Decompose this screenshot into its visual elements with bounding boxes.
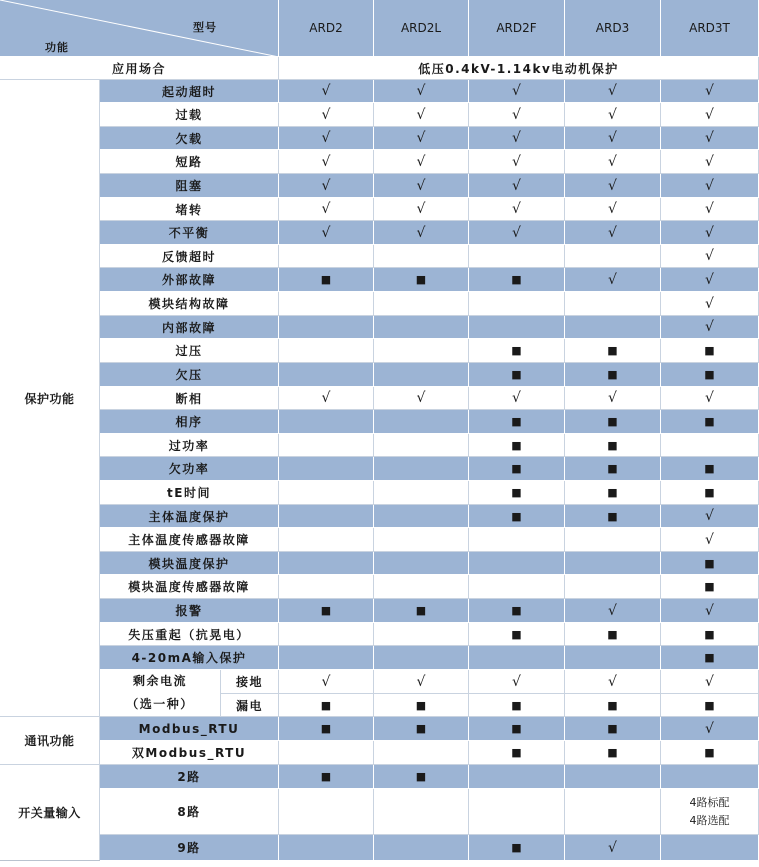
- row-14-value-ard3t: ■: [661, 410, 759, 434]
- row-24-value-ard2f: [469, 646, 565, 670]
- row-7-label: 反馈超时: [100, 245, 279, 268]
- row-29-value-ard3: [565, 765, 661, 789]
- row-29-value-ard2l: ■: [374, 765, 469, 789]
- row-0-value-ard3t: √: [661, 80, 759, 103]
- row-1-label: 过载: [100, 103, 279, 127]
- row-21-value-ard3t: ■: [661, 575, 759, 599]
- model-header-ard3: ARD3: [565, 0, 661, 57]
- row-28-value-ard3t: ■: [661, 741, 759, 765]
- row-27-label: Modbus_RTU: [100, 717, 279, 741]
- row-27-value-ard2f: ■: [469, 717, 565, 741]
- row-10-label: 内部故障: [100, 316, 279, 339]
- row-11-label: 过压: [100, 339, 279, 363]
- row-12-value-ard3t: ■: [661, 363, 759, 387]
- row-2-value-ard2l: √: [374, 127, 469, 150]
- row-28-label: 双Modbus_RTU: [100, 741, 279, 765]
- row-6-value-ard2f: √: [469, 221, 565, 245]
- row-4-value-ard2: √: [279, 174, 374, 198]
- row-17-value-ard2: [279, 481, 374, 505]
- row-17-value-ard3t: ■: [661, 481, 759, 505]
- row-25-value-ard2: √: [279, 670, 374, 694]
- row-10-value-ard2f: [469, 316, 565, 339]
- row-20-value-ard3t: ■: [661, 552, 759, 575]
- row-25-value-ard2f: √: [469, 670, 565, 694]
- row-17-value-ard2f: ■: [469, 481, 565, 505]
- corner-label-function: 功能: [45, 41, 69, 54]
- row-29-label: 2路: [100, 765, 279, 789]
- row-0-value-ard2: √: [279, 80, 374, 103]
- row-24-value-ard2l: [374, 646, 469, 670]
- row-17-label: tE时间: [100, 481, 279, 505]
- row-3-label: 短路: [100, 150, 279, 174]
- row-13-value-ard3t: √: [661, 387, 759, 410]
- row-22-value-ard2: ■: [279, 599, 374, 623]
- row-6-value-ard3t: √: [661, 221, 759, 245]
- row-5-value-ard2f: √: [469, 198, 565, 221]
- row-20-value-ard3: [565, 552, 661, 575]
- residual-current-label: [100, 670, 221, 717]
- group-protection: 保护功能: [0, 80, 100, 717]
- row-5-value-ard2l: √: [374, 198, 469, 221]
- row-18-value-ard2: [279, 505, 374, 528]
- row-27-value-ard2l: ■: [374, 717, 469, 741]
- row-17-value-ard3: ■: [565, 481, 661, 505]
- row-8-value-ard3t: √: [661, 268, 759, 292]
- row-4-value-ard3: √: [565, 174, 661, 198]
- row-15-value-ard2l: [374, 434, 469, 457]
- switch-8-optional-note: 4路选配: [689, 813, 730, 827]
- row-9-value-ard3: [565, 292, 661, 316]
- row-13-value-ard2f: √: [469, 387, 565, 410]
- row-15-label: 过功率: [100, 434, 279, 457]
- row-14-value-ard2l: [374, 410, 469, 434]
- row-3-value-ard2l: √: [374, 150, 469, 174]
- row-3-value-ard3: √: [565, 150, 661, 174]
- row-9-value-ard2: [279, 292, 374, 316]
- row-31-value-ard2f: ■: [469, 835, 565, 861]
- row-9-value-ard2f: [469, 292, 565, 316]
- row-27-value-ard3: ■: [565, 717, 661, 741]
- row-14-value-ard2: [279, 410, 374, 434]
- row-20-value-ard2: [279, 552, 374, 575]
- row-22-value-ard3t: √: [661, 599, 759, 623]
- row-26-value-ard3: ■: [565, 694, 661, 717]
- row-23-value-ard2l: [374, 623, 469, 646]
- row-18-value-ard3t: √: [661, 505, 759, 528]
- row-16-label: 欠功率: [100, 457, 279, 481]
- row-28-value-ard2l: [374, 741, 469, 765]
- row-27-value-ard3t: √: [661, 717, 759, 741]
- row-30-label: 8路: [100, 789, 279, 835]
- model-header-ard3t: ARD3T: [661, 0, 759, 57]
- row-3-value-ard2: √: [279, 150, 374, 174]
- row-31-value-ard3t: [661, 835, 759, 861]
- row-15-value-ard2: [279, 434, 374, 457]
- row-16-value-ard3: ■: [565, 457, 661, 481]
- row-30-value-ard2f: [469, 789, 565, 835]
- row-21-value-ard3: [565, 575, 661, 599]
- row-16-value-ard2l: [374, 457, 469, 481]
- row-16-value-ard2f: ■: [469, 457, 565, 481]
- row-19-value-ard3: [565, 528, 661, 552]
- row-21-value-ard2l: [374, 575, 469, 599]
- row-2-value-ard3t: √: [661, 127, 759, 150]
- row-15-value-ard3t: [661, 434, 759, 457]
- row-11-value-ard2: [279, 339, 374, 363]
- row-13-value-ard2: √: [279, 387, 374, 410]
- row-16-value-ard2: [279, 457, 374, 481]
- row-7-value-ard2: [279, 245, 374, 268]
- row-29-value-ard2f: [469, 765, 565, 789]
- row-25-value-ard3t: √: [661, 670, 759, 694]
- row-9-value-ard2l: [374, 292, 469, 316]
- row-24-value-ard3t: ■: [661, 646, 759, 670]
- row-20-label: 模块温度保护: [100, 552, 279, 575]
- row-10-value-ard3: [565, 316, 661, 339]
- row-7-value-ard3t: √: [661, 245, 759, 268]
- row-8-value-ard3: √: [565, 268, 661, 292]
- row-12-label: 欠压: [100, 363, 279, 387]
- row-24-value-ard3: [565, 646, 661, 670]
- row-11-value-ard2l: [374, 339, 469, 363]
- row-4-value-ard2f: √: [469, 174, 565, 198]
- row-26-label: 漏电: [221, 694, 279, 717]
- row-20-value-ard2l: [374, 552, 469, 575]
- row-30-value-ard2: [279, 789, 374, 835]
- row-6-value-ard2l: √: [374, 221, 469, 245]
- row-21-label: 模块温度传感器故障: [100, 575, 279, 599]
- row-1-value-ard3: √: [565, 103, 661, 127]
- group-switch-input: 开关量输入: [0, 765, 100, 861]
- row-7-value-ard2l: [374, 245, 469, 268]
- row-18-value-ard2l: [374, 505, 469, 528]
- row-2-label: 欠载: [100, 127, 279, 150]
- group-communication: 通讯功能: [0, 717, 100, 765]
- row-18-value-ard2f: ■: [469, 505, 565, 528]
- row-2-value-ard2f: √: [469, 127, 565, 150]
- row-8-value-ard2l: ■: [374, 268, 469, 292]
- row-6-value-ard3: √: [565, 221, 661, 245]
- row-3-value-ard3t: √: [661, 150, 759, 174]
- row-26-value-ard2: ■: [279, 694, 374, 717]
- row-4-value-ard2l: √: [374, 174, 469, 198]
- row-3-value-ard2f: √: [469, 150, 565, 174]
- row-26-value-ard2f: ■: [469, 694, 565, 717]
- row-28-value-ard3: ■: [565, 741, 661, 765]
- model-header-ard2: ARD2: [279, 0, 374, 57]
- row-10-value-ard3t: √: [661, 316, 759, 339]
- row-11-value-ard3t: ■: [661, 339, 759, 363]
- row-24-value-ard2: [279, 646, 374, 670]
- row-30-value-ard3: [565, 789, 661, 835]
- corner-label-model: 型号: [193, 21, 217, 34]
- row-11-value-ard2f: ■: [469, 339, 565, 363]
- row-0-value-ard2f: √: [469, 80, 565, 103]
- row-21-value-ard2: [279, 575, 374, 599]
- switch-8-standard-note: 4路标配: [689, 795, 730, 809]
- row-23-value-ard3: ■: [565, 623, 661, 646]
- residual-current-line1: 剩余电流: [132, 674, 187, 688]
- row-4-value-ard3t: √: [661, 174, 759, 198]
- row-23-value-ard3t: ■: [661, 623, 759, 646]
- row-13-value-ard3: √: [565, 387, 661, 410]
- row-14-value-ard2f: ■: [469, 410, 565, 434]
- row-31-label: 9路: [100, 835, 279, 861]
- residual-current-line2: （选一种）: [126, 697, 194, 711]
- row-25-label: 接地: [221, 670, 279, 694]
- row-25-value-ard2l: √: [374, 670, 469, 694]
- row-10-value-ard2l: [374, 316, 469, 339]
- row-24-label: 4-20mA输入保护: [100, 646, 279, 670]
- row-12-value-ard2f: ■: [469, 363, 565, 387]
- row-29-value-ard3t: [661, 765, 759, 789]
- row-2-value-ard3: √: [565, 127, 661, 150]
- row-25-value-ard3: √: [565, 670, 661, 694]
- row-19-label: 主体温度传感器故障: [100, 528, 279, 552]
- model-header-ard2l: ARD2L: [374, 0, 469, 57]
- row-20-value-ard2f: [469, 552, 565, 575]
- row-23-value-ard2: [279, 623, 374, 646]
- row-18-label: 主体温度保护: [100, 505, 279, 528]
- row-1-value-ard2: √: [279, 103, 374, 127]
- row-22-label: 报警: [100, 599, 279, 623]
- row-27-value-ard2: ■: [279, 717, 374, 741]
- row-8-value-ard2: ■: [279, 268, 374, 292]
- row-0-value-ard3: √: [565, 80, 661, 103]
- row-5-value-ard3t: √: [661, 198, 759, 221]
- row-19-value-ard2: [279, 528, 374, 552]
- row-13-value-ard2l: √: [374, 387, 469, 410]
- row-30-value-ard2l: [374, 789, 469, 835]
- row-22-value-ard2l: ■: [374, 599, 469, 623]
- row-14-value-ard3: ■: [565, 410, 661, 434]
- row-15-value-ard3: ■: [565, 434, 661, 457]
- row-9-label: 模块结构故障: [100, 292, 279, 316]
- row-23-value-ard2f: ■: [469, 623, 565, 646]
- row-23-label: 失压重起（抗晃电）: [100, 623, 279, 646]
- row-22-value-ard2f: ■: [469, 599, 565, 623]
- row-6-label: 不平衡: [100, 221, 279, 245]
- row-31-value-ard3: √: [565, 835, 661, 861]
- row-5-value-ard2: √: [279, 198, 374, 221]
- application-value: 低压0.4kV-1.14kv电动机保护: [279, 57, 759, 80]
- row-5-value-ard3: √: [565, 198, 661, 221]
- row-18-value-ard3: ■: [565, 505, 661, 528]
- row-11-value-ard3: ■: [565, 339, 661, 363]
- row-8-label: 外部故障: [100, 268, 279, 292]
- row-12-value-ard2: [279, 363, 374, 387]
- row-19-value-ard2l: [374, 528, 469, 552]
- row-1-value-ard3t: √: [661, 103, 759, 127]
- row-16-value-ard3t: ■: [661, 457, 759, 481]
- row-0-label: 起动超时: [100, 80, 279, 103]
- row-30-value-ard3t: [661, 789, 759, 835]
- row-6-value-ard2: √: [279, 221, 374, 245]
- row-9-value-ard3t: √: [661, 292, 759, 316]
- row-26-value-ard3t: ■: [661, 694, 759, 717]
- row-19-value-ard3t: √: [661, 528, 759, 552]
- row-4-label: 阻塞: [100, 174, 279, 198]
- row-19-value-ard2f: [469, 528, 565, 552]
- row-7-value-ard3: [565, 245, 661, 268]
- row-12-value-ard2l: [374, 363, 469, 387]
- row-10-value-ard2: [279, 316, 374, 339]
- row-7-value-ard2f: [469, 245, 565, 268]
- row-2-value-ard2: √: [279, 127, 374, 150]
- row-26-value-ard2l: ■: [374, 694, 469, 717]
- row-12-value-ard3: ■: [565, 363, 661, 387]
- row-22-value-ard3: √: [565, 599, 661, 623]
- row-14-label: 相序: [100, 410, 279, 434]
- row-28-value-ard2: [279, 741, 374, 765]
- corner-diagonal-line: [0, 0, 279, 57]
- row-31-value-ard2: [279, 835, 374, 861]
- model-header-ard2f: ARD2F: [469, 0, 565, 57]
- row-13-label: 断相: [100, 387, 279, 410]
- row-15-value-ard2f: ■: [469, 434, 565, 457]
- row-17-value-ard2l: [374, 481, 469, 505]
- row-1-value-ard2l: √: [374, 103, 469, 127]
- row-1-value-ard2f: √: [469, 103, 565, 127]
- row-0-value-ard2l: √: [374, 80, 469, 103]
- application-label: 应用场合: [0, 57, 279, 80]
- row-28-value-ard2f: ■: [469, 741, 565, 765]
- row-5-label: 堵转: [100, 198, 279, 221]
- row-31-value-ard2l: [374, 835, 469, 861]
- row-8-value-ard2f: ■: [469, 268, 565, 292]
- row-29-value-ard2: ■: [279, 765, 374, 789]
- row-21-value-ard2f: [469, 575, 565, 599]
